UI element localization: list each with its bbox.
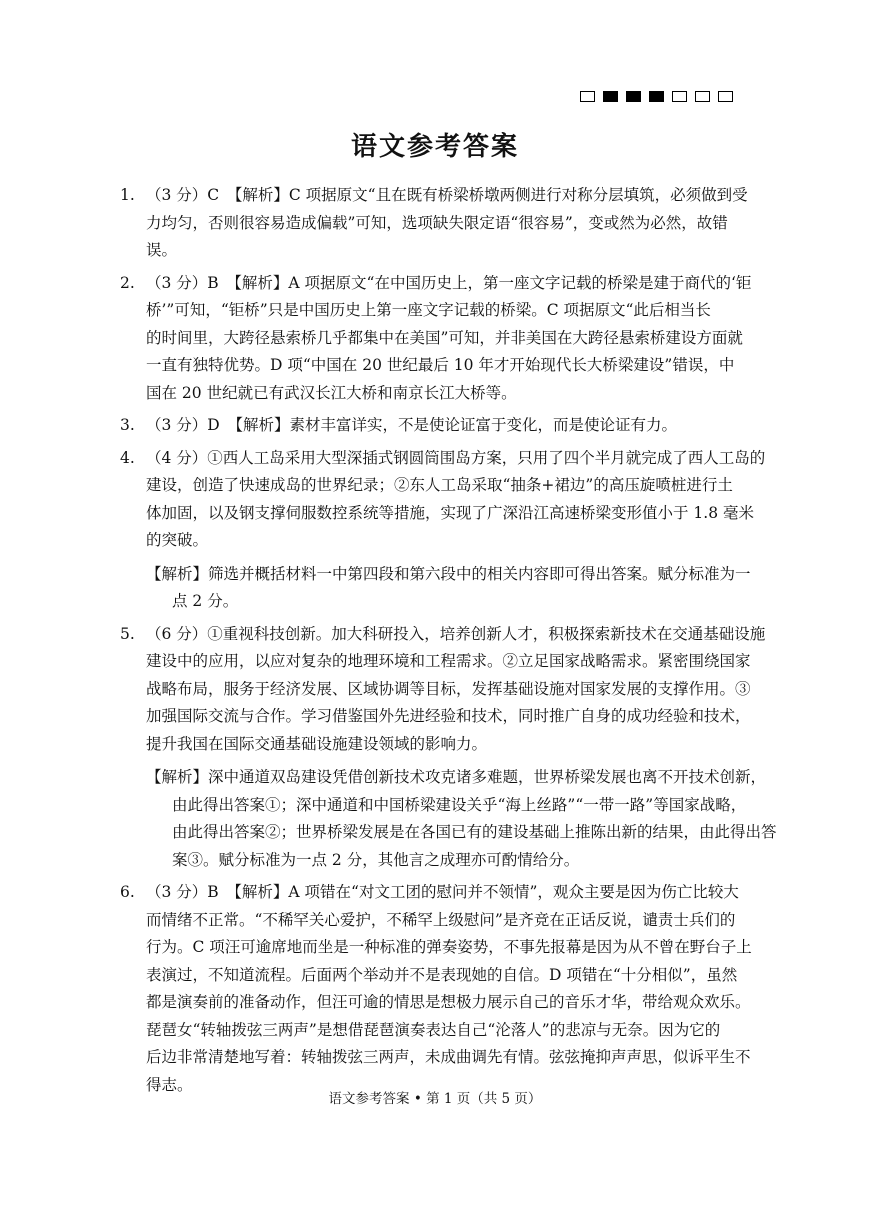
header-marks [580,91,733,102]
answer-text-line: （6 分）①重视科技创新。加大科研投入，培养创新人才，积极探索新技术在交通基础设施 [146,624,766,643]
answer-text-line: 表演过，不知道流程。后面两个举动并不是表现她的自信。D 项错在“十分相似”，虽然 [146,965,738,984]
analysis-text-line: 点 2 分。 [172,592,239,610]
empty-square-mark [580,91,595,102]
answer-number: 2. [120,273,135,292]
answer-item [120,621,777,875]
filled-square-mark [649,91,664,102]
answer-text-line: 国在 20 世纪就已有武汉长江大桥和南京长江大桥等。 [146,383,517,402]
answer-text-line: （3 分）D 【解析】素材丰富详实，不是使论证富于变化，而是使论证有力。 [146,416,677,434]
answer-item [120,182,748,265]
empty-square-mark [695,91,710,102]
answer-text-line: 体加固，以及钢支撑伺服数控系统等措施，实现了广深沿江高速桥梁变形值小于 1.8 毫米 [146,503,755,522]
answer-text-line: 战略布局，服务于经济发展、区域协调等目标，发挥基础设施对国家发展的支撑作用。③ [146,679,751,698]
analysis-text-line: 【解析】筛选并概括材料一中第四段和第六段中的相关内容即可得出答案。赋分标准为一 [146,564,751,583]
answer-text-line: （3 分）C 【解析】C 项据原文“且在既有桥梁桥墩两侧进行对称分层填筑，必须做到受 [146,186,748,204]
answer-text-line: 力均匀，否则很容易造成偏载”可知，选项缺失限定语“很容易”，变或然为必然，故错 [146,213,728,232]
answer-item [120,412,748,440]
analysis-note [146,764,777,874]
filled-square-mark [603,91,618,102]
answer-text-line: 误。 [146,241,178,259]
answer-text-line: 行为。C 项汪可逾席地而坐是一种标准的弹奏姿势，不事先报幕是因为从不曾在野台子上 [146,938,752,956]
answer-number: 1. [120,186,135,204]
answer-text-line: 桥’”可知，“钜桥”只是中国历史上第一座文字记载的桥梁。C 项据原文“此后相当长 [146,301,711,319]
filled-square-mark [626,91,641,102]
answer-item [120,879,752,1099]
answer-item [120,270,752,408]
analysis-text-line: 案③。赋分标准为一点 2 分，其他言之成理亦可酌情给分。 [172,850,580,869]
answer-text-line: 后边非常清楚地写着：转轴拨弦三两声，未成曲调先有情。弦弦掩抑声声思，似诉平生不 [146,1048,751,1066]
answer-number: 5. [120,624,135,643]
answer-text-line: 建设，创造了快速成岛的世界纪录；②东人工岛采取“抽条+裙边”的高压旋喷桩进行土 [146,476,733,494]
answer-number: 3. [120,416,135,434]
answer-number: 4. [120,448,135,467]
page-footer: 语文参考答案 • 第 1 页（共 5 页） [328,1091,542,1107]
answer-text-line: 加强国际交流与合作。学习借鉴国外先进经验和技术，同时推广自身的成功经验和技术， [146,707,751,725]
page-title: 语文参考答案 [350,132,519,162]
answer-list [120,182,777,1099]
answer-text-line: 得志。 [146,1075,193,1094]
answer-text-line: 的突破。 [146,531,209,549]
analysis-text-line: 由此得出答案②；世界桥梁发展是在各国已有的建设基础上推陈出新的结果，由此得出答 [172,823,777,841]
analysis-text-line: 【解析】深中通道双岛建设凭借创新技术攻克诸多难题，世界桥梁发展也离不开技术创新， [146,768,767,786]
answer-text-line: 都是演奏前的准备动作，但汪可逾的情思是想极力展示自己的音乐才华，带给观众欢乐。 [146,993,751,1011]
empty-square-mark [672,91,687,102]
answer-text-line: 的时间里，大跨径悬索桥几乎都集中在美国”可知，并非美国在大跨径悬索桥建设方面就 [146,328,743,347]
analysis-note [146,561,751,616]
answer-text-line: 建设中的应用，以应对复杂的地理环境和工程需求。②立足国家战略需求。紧密围绕国家 [146,652,751,670]
answer-text-line: 琵琶女“转轴拨弦三两声”是想借琵琶演奏表达自己“沦落人”的悲凉与无奈。因为它的 [146,1020,721,1039]
answer-number: 6. [120,883,135,901]
answer-text-line: 一直有独特优势。D 项“中国在 20 世纪最后 10 年才开始现代长大桥梁建设”错误，中 [146,356,735,374]
answer-text-line: （3 分）B 【解析】A 项错在“对文工团的慰问并不领情”，观众主要是因为伤亡比较大 [146,883,739,901]
answer-text-line: 提升我国在国际交通基础设施建设领域的影响力。 [146,734,488,753]
analysis-text-line: 由此得出答案①；深中通道和中国桥梁建设关乎“海上丝路”“一带一路”等国家战略， [172,795,747,814]
answer-text-line: 而情绪不正常。“不稀罕关心爱护，不稀罕上级慰问”是齐竞在正话反说，谴责士兵们的 [146,910,736,929]
empty-square-mark [718,91,733,102]
answer-text-line: （4 分）①西人工岛采用大型深插式钢圆筒围岛方案，只用了四个半月就完成了西人工岛的 [146,448,766,467]
answer-item [120,445,766,616]
answer-text-line: （3 分）B 【解析】A 项据原文“在中国历史上，第一座文字记载的桥梁是建于商代的‘钜 [146,273,752,292]
